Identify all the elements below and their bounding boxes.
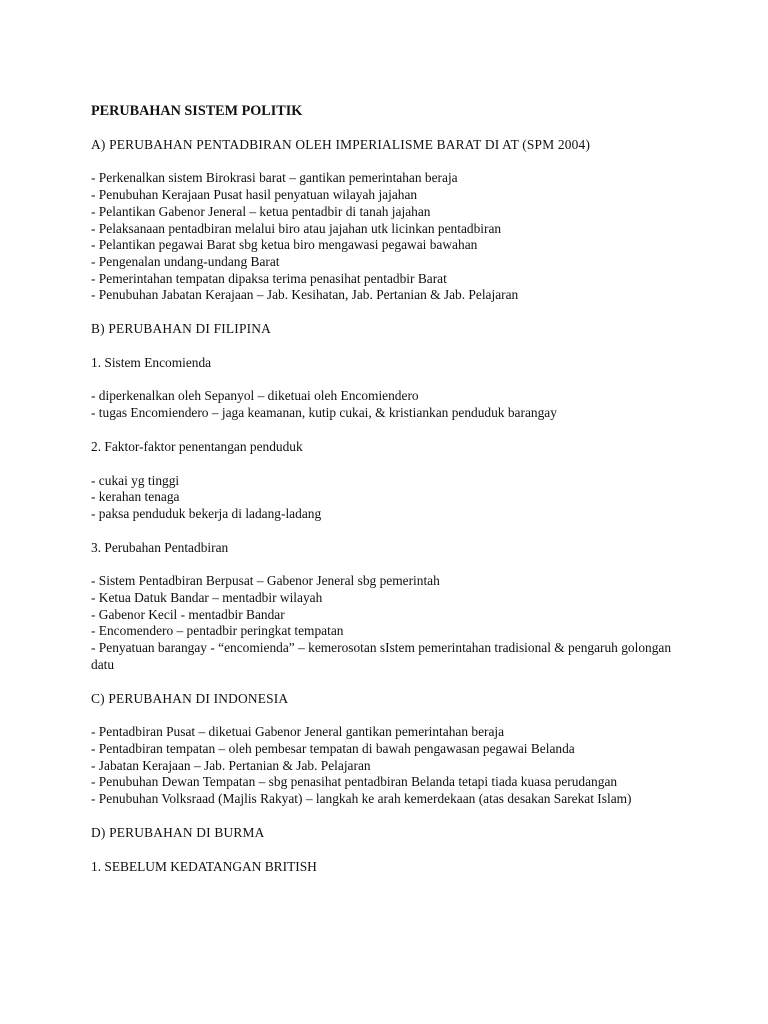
list-item: - Pentadbiran tempatan – oleh pembesar tempatan di bawah pengawasan pegawai Belanda [91,740,575,756]
section-b-sub3-list [91,573,691,673]
list-item: - Sistem Pentadbiran Berpusat – Gabenor Jeneral sbg pemerintah [91,573,440,589]
list-item: - Encomendero – pentadbir peringkat tempatan [91,623,344,639]
list-item: - Pelaksanaan pentadbiran melalui biro atau jajahan utk licinkan pentadbiran [91,220,502,236]
section-b-sub2-heading: 2. Faktor-faktor penentangan penduduk [91,438,303,454]
list-item: - Pelantikan Gabenor Jeneral – ketua pentadbir di tanah jajahan [91,203,431,219]
section-b-sub1-list [91,388,691,421]
list-item: - Penubuhan Kerajaan Pusat hasil penyatuan wilayah jajahan [91,187,418,203]
list-item: - paksa penduduk bekerja di ladang-ladang [91,505,322,521]
list-item: - diperkenalkan oleh Sepanyol – diketuai oleh Encomiendero [91,388,419,404]
list-item: - Gabenor Kecil - mentadbir Bandar [91,606,285,622]
list-item: - Penubuhan Dewan Tempatan – sbg penasihat pentadbiran Belanda tetapi tiada kuasa perudangan [91,774,618,790]
section-b-sub2-list [91,473,691,523]
list-item: - Jabatan Kerajaan – Jab. Pertanian & Jab. Pelajaran [91,757,371,773]
section-c-heading: C) PERUBAHAN DI INDONESIA [91,690,289,706]
section-c-list [91,724,691,808]
list-item: - Penubuhan Volksraad (Majlis Rakyat) – langkah ke arah kemerdekaan (atas desakan Sarekat Islam) [91,791,632,807]
list-item: - tugas Encomiendero – jaga keamanan, kutip cukai, & kristiankan penduduk barangay [91,405,557,421]
section-b-heading: B) PERUBAHAN DI FILIPINA [91,321,271,337]
list-item: - Pelantikan pegawai Barat sbg ketua biro mengawasi pegawai bawahan [91,237,478,253]
list-item: - kerahan tenaga [91,489,180,505]
document-body [91,103,691,892]
section-d-heading: D) PERUBAHAN DI BURMA [91,824,265,840]
list-item: - Pentadbiran Pusat – diketuai Gabenor Jeneral gantikan pemerintahan beraja [91,724,505,740]
document-title: PERUBAHAN SISTEM POLITIK [91,103,303,119]
list-item: - Perkenalkan sistem Birokrasi barat – gantikan pemerintahan beraja [91,170,458,186]
section-a-list [91,170,691,304]
section-b-sub3-heading: 3. Perubahan Pentadbiran [91,539,229,555]
list-item: - Pemerintahan tempatan dipaksa terima penasihat pentadbir Barat [91,270,447,286]
list-item: - Penubuhan Jabatan Kerajaan – Jab. Kesihatan, Jab. Pertanian & Jab. Pelajaran [91,287,519,303]
section-b-sub1-heading: 1. Sistem Encomienda [91,354,212,370]
list-item: - cukai yg tinggi [91,472,180,488]
list-item: - Ketua Datuk Bandar – mentadbir wilayah [91,590,323,606]
section-a-heading: A) PERUBAHAN PENTADBIRAN OLEH IMPERIALISME BARAT DI AT (SPM 2004) [91,136,591,152]
list-item: - Pengenalan undang-undang Barat [91,253,280,269]
list-item: - Penyatuan barangay - “encomienda” – kemerosotan sIstem pemerintahan tradisional & pengaruh golongan datu [91,640,672,672]
section-d-sub1-heading: 1. SEBELUM KEDATANGAN BRITISH [91,858,317,874]
